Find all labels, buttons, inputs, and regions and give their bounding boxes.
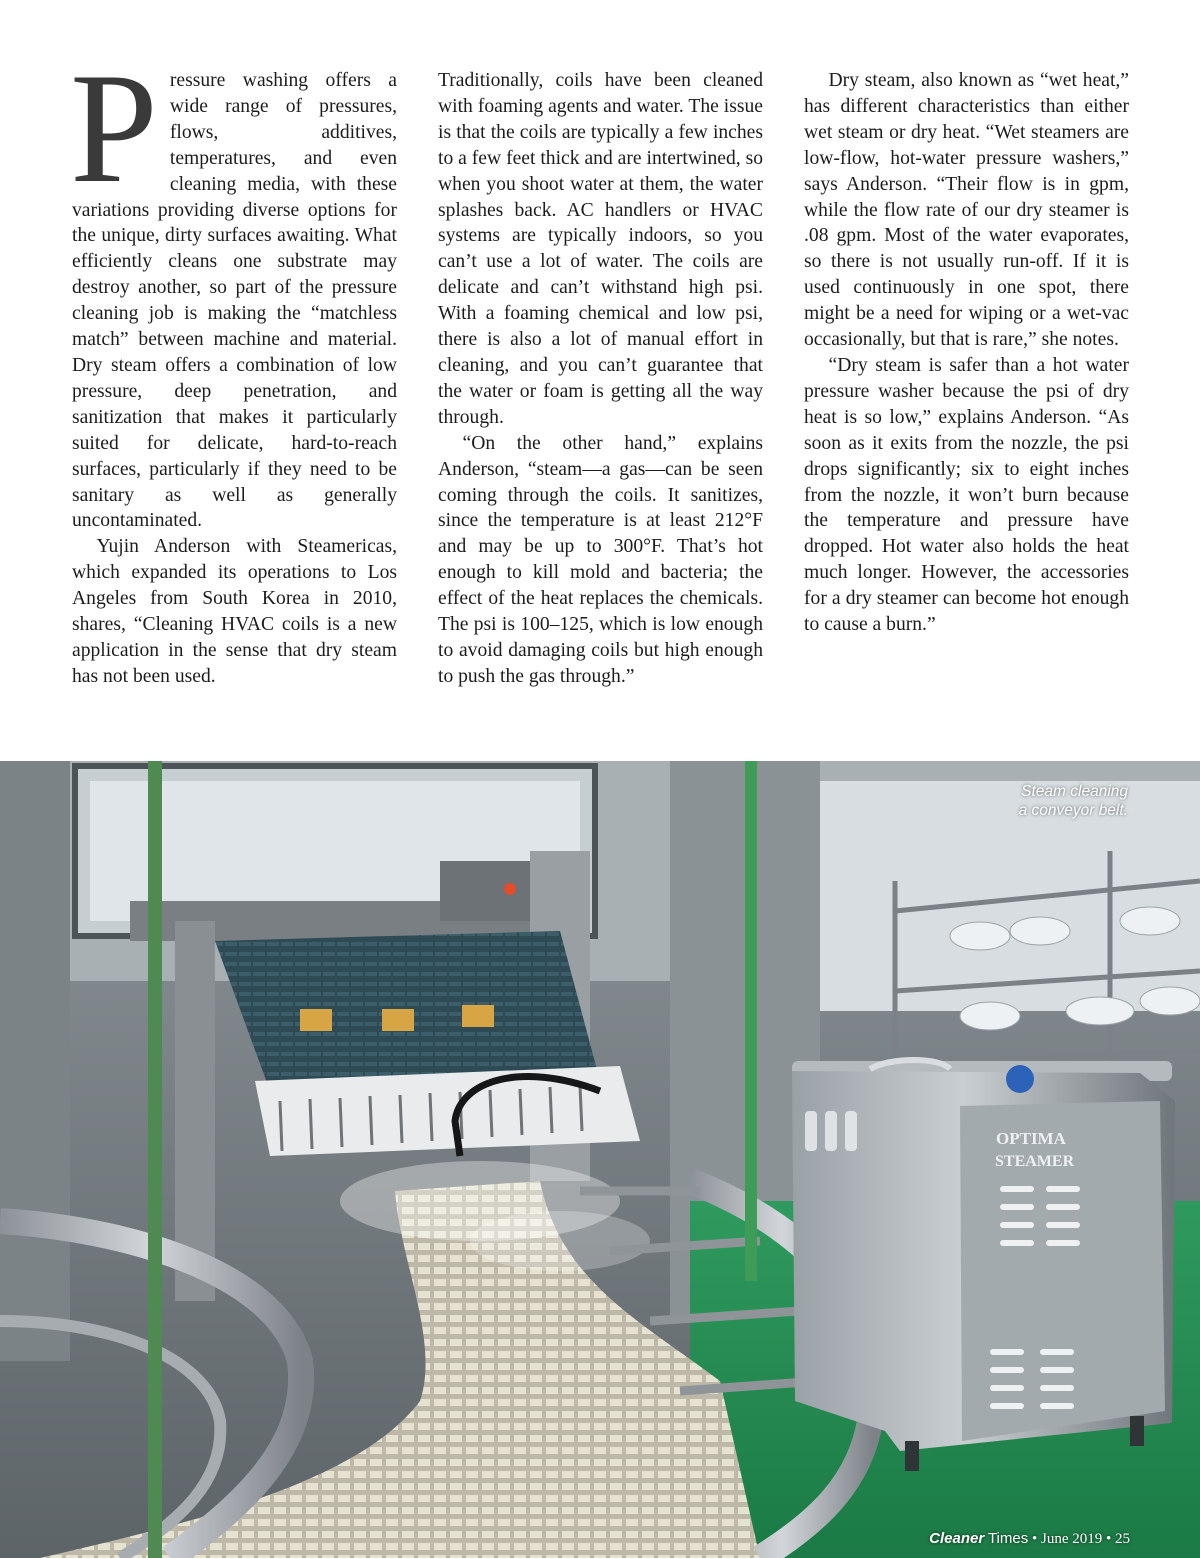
- paragraph-text: ressure washing offers a wide range of pressures, flows, additives, temperatures, and even cleaning media, with these variations providing diverse options for the unique, dirty surfaces awaiting. What efficiently cleans one substrate may destroy another, so part of the pressure cleaning job is making the “matchless match” between machine and material. Dry steam offers a combination of low pressure, deep penetration, and sanitization that makes it particularly suited for delicate, hard-to-reach surfaces, particularly if they need to be sanitary as well as generally uncontaminated.: [72, 70, 397, 532]
- caption-line: a conveyor belt.: [1018, 802, 1128, 819]
- paragraph: Traditionally, coils have been cleaned with foaming agents and water. The issue is that the coils are typically a few inches to a few feet thick and are intertwined, so when you shoot water at them, the water splashes back. AC handlers or HVAC systems are typically indoors, so you can’t use a lot of water. The coils are delicate and can’t withstand high psi. With a foaming chemical and low psi, there is also a lot of manual effort in cleaning, and you can’t guarantee that the water or foam is getting all the way through.: [438, 70, 763, 428]
- paragraph: “Dry steam is safer than a hot water pressure washer because the psi of dry heat is so low,” explains Anderson. “As soon as it exits from the nozzle, the psi drops significantly; six to eight inches from the nozzle, it won’t burn because the temperature and pressure have dropped. Hot water also holds the heat much longer. However, the accessories for a dry steamer can become hot enough to cause a burn.”: [804, 354, 1129, 636]
- separator: •: [1102, 1531, 1115, 1547]
- article-columns: [70, 41, 1129, 728]
- article-column-2: [438, 68, 763, 728]
- paragraph: [70, 41, 397, 534]
- dropcap-letter: P: [70, 41, 158, 216]
- paragraph: Yujin Anderson with Steamericas, which expanded its operations to Los Angeles from South Korea in 2010, shares, “Cleaning HVAC coils is a new application in the sense that dry steam has not been used.: [72, 536, 397, 687]
- machine-brand: OPTIMA: [996, 1129, 1066, 1148]
- separator: •: [1028, 1531, 1041, 1547]
- article-column-1: [70, 41, 397, 728]
- page-footer: [929, 1530, 1130, 1548]
- magazine-name: Cleaner: [929, 1530, 985, 1547]
- page-number: 25: [1115, 1531, 1130, 1547]
- paragraph: “On the other hand,” explains Anderson, “steam—a gas—can be seen coming through the coils. It sanitizes, since the temperature is at least 212°F and may be up to 300°F. That’s hot enough to kill mold and bacteria; the effect of the heat replaces the chemicals. The psi is 100–125, which is low enough to avoid damaging coils but high enough to push the gas through.”: [438, 432, 763, 687]
- photo-illustration: [0, 761, 1200, 1558]
- conveyor-photo: [0, 761, 1200, 1558]
- photo-caption: [1019, 782, 1128, 820]
- machine-model: STEAMER: [995, 1153, 1075, 1170]
- article-column-3: [804, 68, 1129, 728]
- issue-date: June 2019: [1040, 1531, 1103, 1547]
- paragraph: Dry steam, also known as “wet heat,” has different characteristics than either wet steam or dry heat. “Wet steamers are low-flow, hot-water pressure washers,” says Anderson. “Their flow is in gpm, while the flow rate of our dry steamer is .08 gpm. Most of the water evaporates, so there is not usually run-off. If it is used continuously in one spot, there might be a need for wiping or a wet-vac occasionally, but that is rare,” she notes.: [804, 70, 1129, 351]
- caption-line: Steam cleaning: [1021, 783, 1128, 800]
- magazine-name-suffix: Times: [987, 1530, 1029, 1547]
